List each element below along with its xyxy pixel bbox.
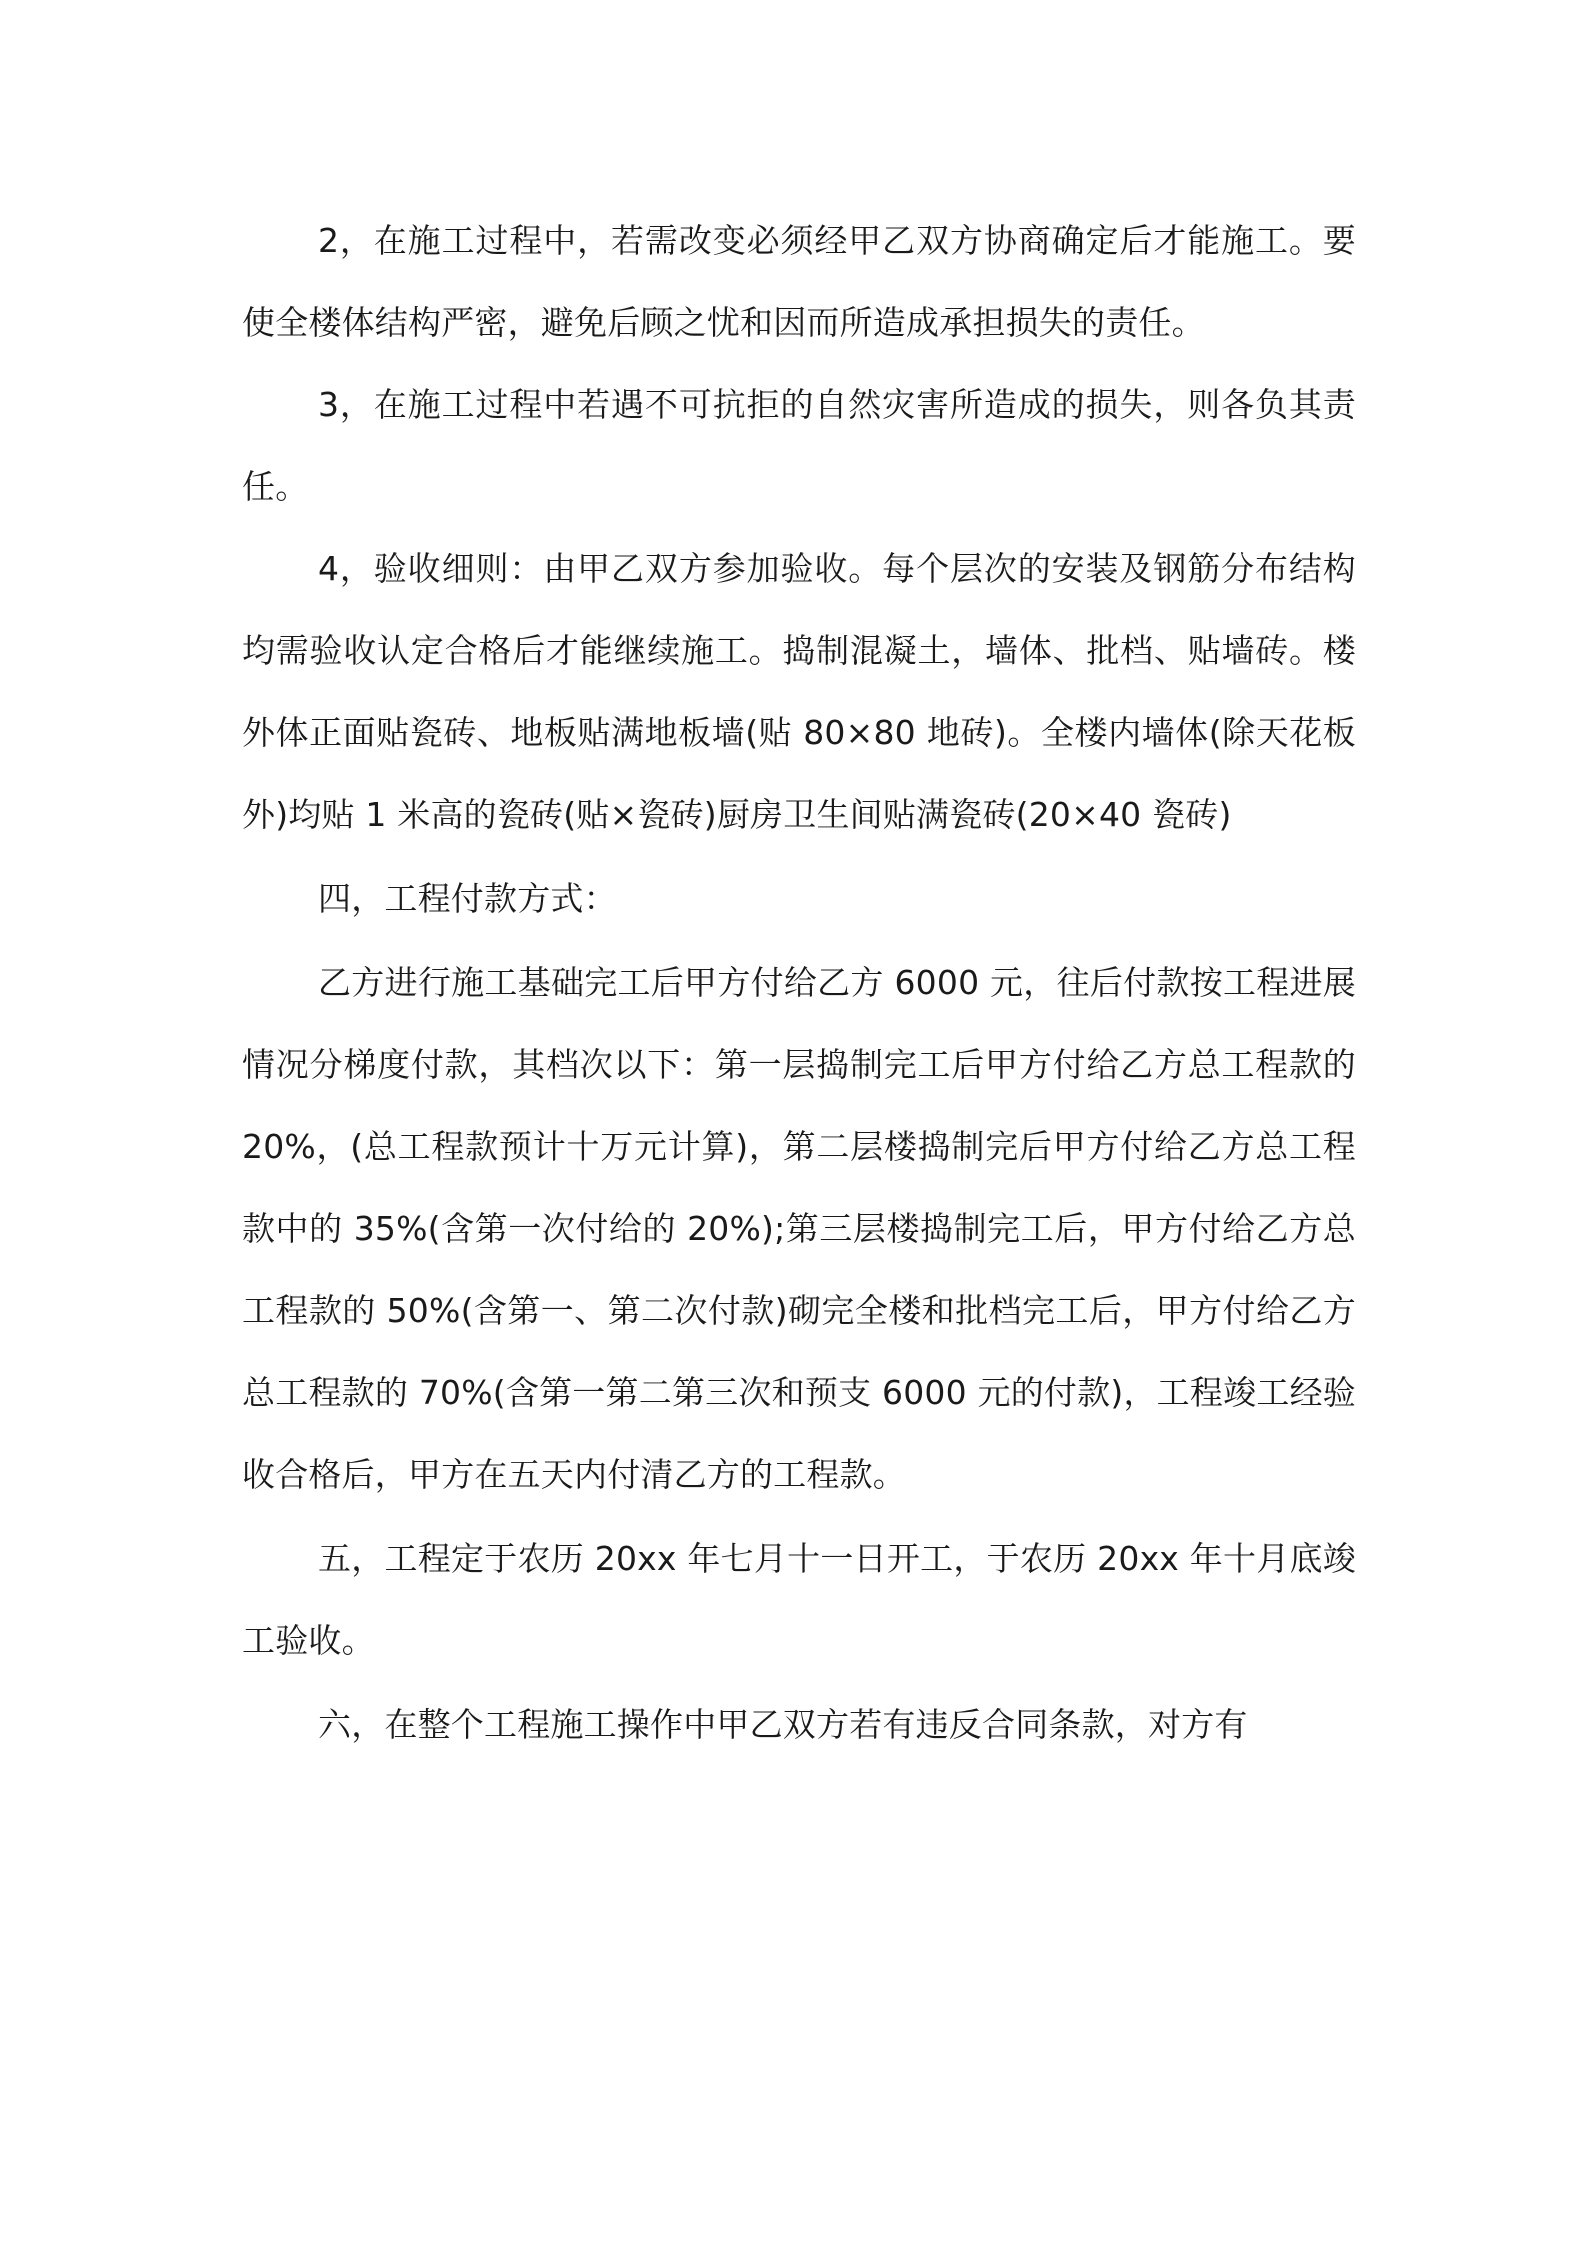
paragraph-clause-3: 3，在施工过程中若遇不可抗拒的自然灾害所造成的损失，则各负其责任。 [242,385,1356,506]
paragraph-clause-4-inspection: 4，验收细则：由甲乙双方参加验收。每个层次的安装及钢筋分布结构均需验收认定合格后才能继续施工。捣制混凝土，墙体、批档、贴墙砖。楼外体正面贴瓷砖、地板贴满地板墙(贴 80×80 地砖)。全楼内墙体(除天花板外)均贴 1 米高的瓷砖(贴×瓷砖)厨房卫生间贴满瓷砖(20×40 瓷砖) [242,549,1356,834]
paragraph-clause-2: 2，在施工过程中，若需改变必须经甲乙双方协商确定后才能施工。要使全楼体结构严密，避免后顾之忧和因而所造成承担损失的责任。 [242,221,1356,342]
paragraph-breach: 六，在整个工程施工操作中甲乙双方若有违反合同条款，对方有 [318,1705,1248,1744]
section-heading-payment: 四，工程付款方式： [318,879,617,918]
paragraph-payment-terms: 乙方进行施工基础完工后甲方付给乙方 6000 元，往后付款按工程进展情况分梯度付款，其档次以下：第一层捣制完工后甲方付给乙方总工程款的 20%，(总工程款预计十万元计算)，第二层楼捣制完后甲方付给乙方总工程款中的 35%(含第一次付给的 20%);第三层楼捣制完工后，甲方付给乙方总工程款的 50%(含第一、第二次付款)砌完全楼和批档完工后，甲方付给乙方总工程款的 70%(含第一第二第三次和预支 6000 元的付款)，工程竣工经验收合格后，甲方在五天内付清乙方的工程款。 [242,963,1356,1494]
paragraph-schedule: 五，工程定于农历 20xx 年七月十一日开工，于农历 20xx 年十月底竣工验收。 [242,1539,1356,1660]
